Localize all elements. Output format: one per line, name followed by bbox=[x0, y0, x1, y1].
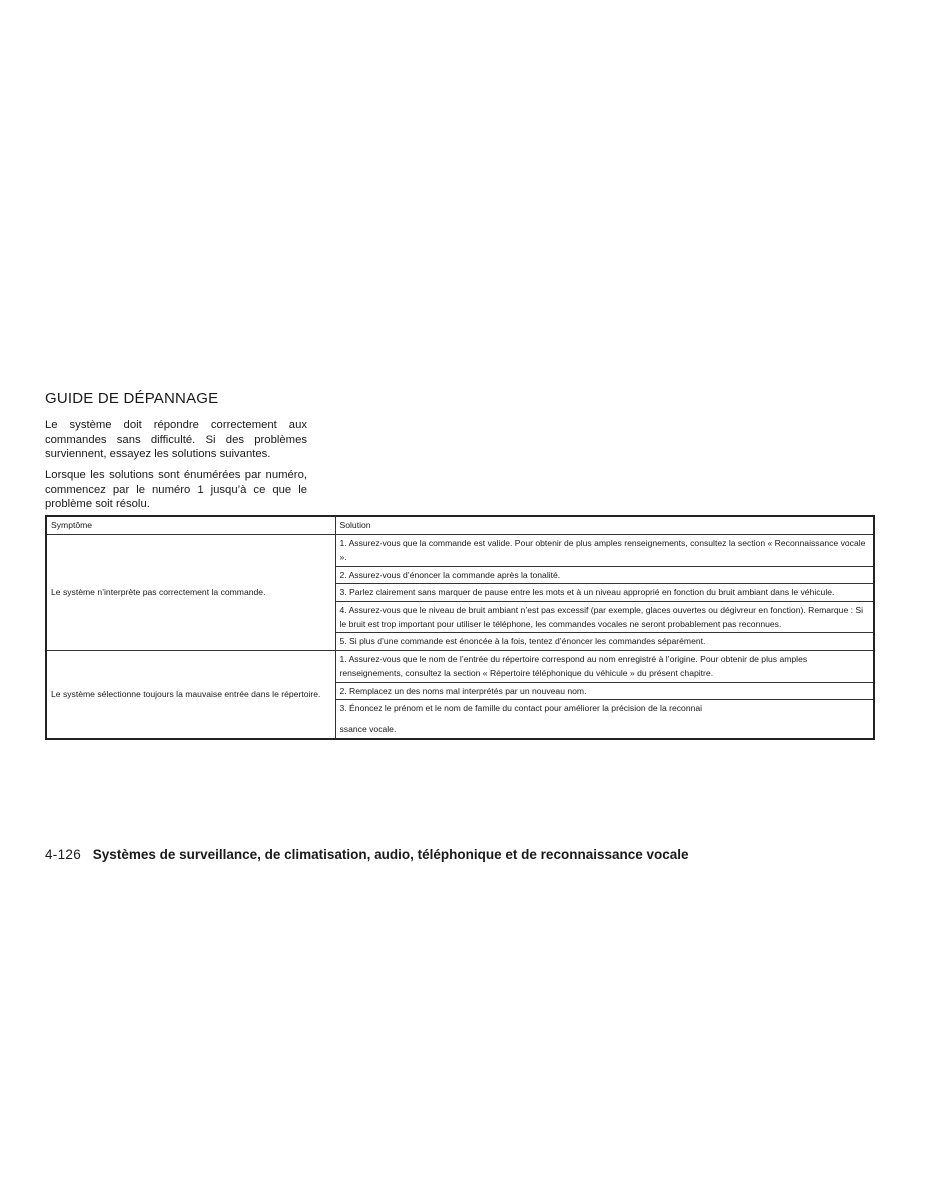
solution-cell: 2. Assurez-vous d’énoncer la commande après la tonalité. bbox=[335, 566, 874, 583]
symptom-cell: Le système n’interprète pas correctement la commande. bbox=[46, 535, 335, 651]
solution-line: 3. Énoncez le prénom et le nom de famille du contact pour améliorer la précision de la reconnai bbox=[339, 703, 703, 714]
header-symptom: Symptôme bbox=[46, 516, 335, 535]
table-row bbox=[46, 650, 874, 682]
header-solution: Solution bbox=[335, 516, 874, 535]
troubleshooting-table bbox=[45, 515, 875, 740]
symptom-cell: Le système sélectionne toujours la mauvaise entrée dans le répertoire. bbox=[46, 650, 335, 739]
table-row bbox=[46, 535, 874, 567]
page-footer bbox=[45, 847, 689, 862]
chapter-title: Systèmes de surveillance, de climatisation, audio, téléphonique et de reconnaissance vocale bbox=[92, 847, 689, 862]
page-number: 4-126 bbox=[45, 847, 82, 862]
solution-cell: 4. Assurez-vous que le niveau de bruit ambiant n’est pas excessif (par exemple, glaces ouvertes ou dégivreur en fonction). Remarque : Si le bruit est trop important pour utiliser le téléphone, les commandes vocales ne seront probablement pas reconnues. bbox=[335, 601, 874, 633]
intro-paragraph: Le système doit répondre correctement aux commandes sans difficulté. Si des problèmes surviennent, essayez les solutions suivantes. bbox=[45, 419, 307, 460]
section-title: GUIDE DE DÉPANNAGE bbox=[45, 390, 219, 407]
table-header-row bbox=[46, 516, 874, 535]
instructions-paragraph: Lorsque les solutions sont énumérées par numéro, commencez par le numéro 1 jusqu’à ce que le problème soit résolu. bbox=[45, 469, 307, 510]
solution-cell: 1. Assurez-vous que le nom de l’entrée du répertoire correspond au nom enregistré à l’origine. Pour obtenir de plus amples renseignements, consultez la section « Répertoire téléphonique du véhicule » du présent chapitre. bbox=[335, 650, 874, 682]
solution-cell: 2. Remplacez un des noms mal interprétés par un nouveau nom. bbox=[335, 682, 874, 699]
solution-cell: 3. Parlez clairement sans marquer de pause entre les mots et à un niveau approprié en fonction du bruit ambiant dans le véhicule. bbox=[335, 584, 874, 601]
solution-cell: 5. Si plus d’une commande est énoncée à la fois, tentez d’énoncer les commandes séparément. bbox=[335, 633, 874, 650]
solution-cell bbox=[335, 700, 874, 739]
solution-cell: 1. Assurez-vous que la commande est valide. Pour obtenir de plus amples renseignements, consultez la section « Reconnaissance vocale ». bbox=[335, 535, 874, 567]
solution-line: ssance vocale. bbox=[339, 724, 397, 735]
